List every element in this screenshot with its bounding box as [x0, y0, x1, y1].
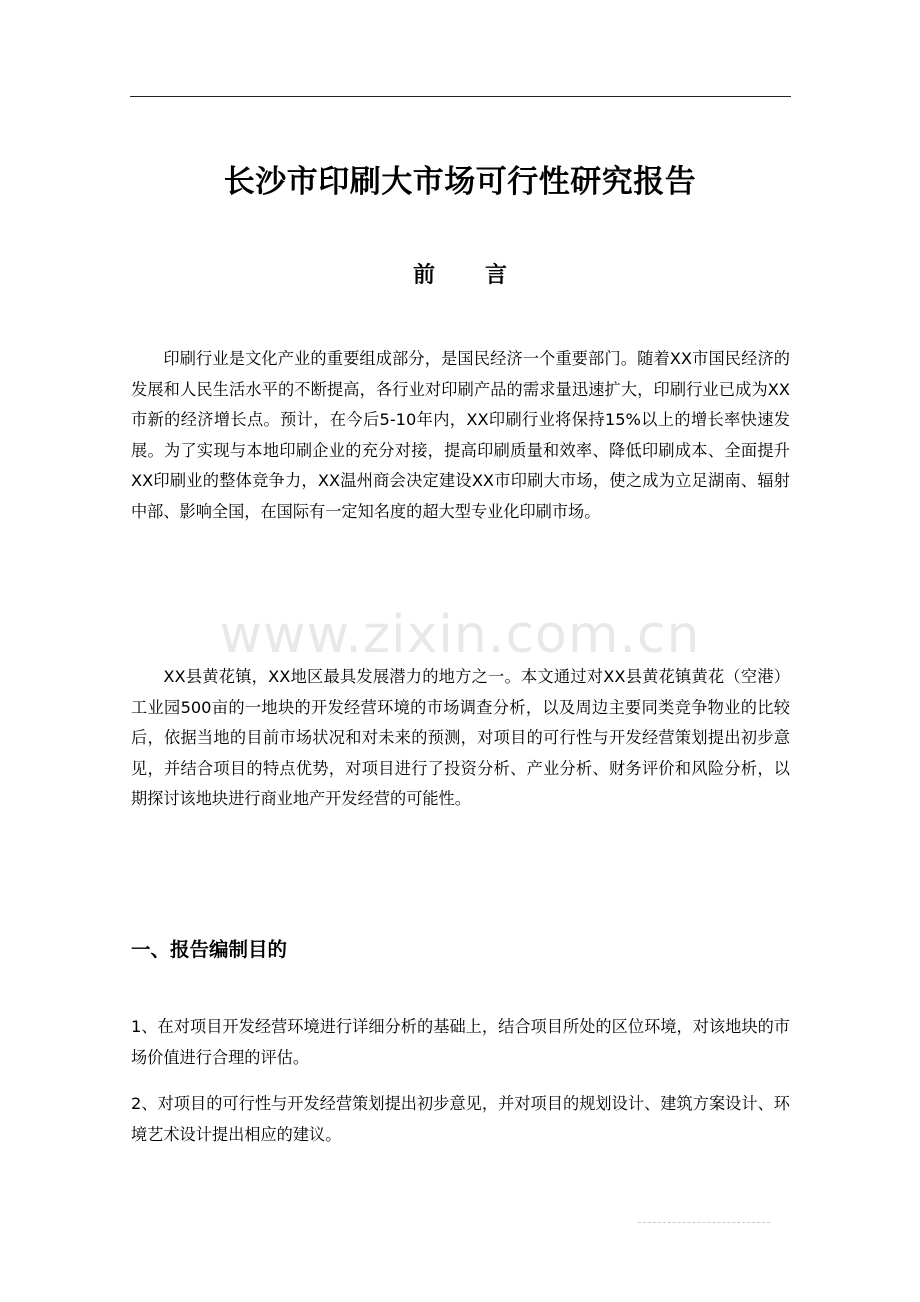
- preface-paragraph-1: 印刷行业是文化产业的重要组成部分，是国民经济一个重要部门。随着XX市国民经济的发展和人民生活水平的不断提高，各行业对印刷产品的需求量迅速扩大，印刷行业已成为XX市新的经济增长点。预计，在今后5-10年内，XX印刷行业将保持15%以上的增长率快速发展。为了实现与本地印刷企业的充分对接，提高印刷质量和效率、降低印刷成本、全面提升XX印刷业的整体竞争力，XX温州商会决定建设XX市印刷大市场，使之成为立足湖南、辐射中部、影响全国，在国际有一定知名度的超大型专业化印刷市场。: [131, 349, 790, 521]
- heading-report-purpose: 一、报告编制目的: [131, 938, 288, 961]
- header-rule: [130, 96, 791, 97]
- watermark: www.zixin.com.cn: [219, 605, 701, 665]
- footer-rule: [638, 1222, 770, 1223]
- document-title: 长沙市印刷大市场可行性研究报告: [223, 164, 697, 200]
- purpose-item-1: 1、在对项目开发经营环境进行详细分析的基础上，结合项目所处的区位环境，对该地块的市场价值进行合理的评估。: [131, 1017, 790, 1067]
- preface-paragraph-2: XX县黄花镇，XX地区最具发展潜力的地方之一。本文通过对XX县黄花镇黄花（空港）工业园500亩的一地块的开发经营环境的市场调查分析，以及周边主要同类竞争物业的比较后，依据当地的目前市场状况和对未来的预测，对项目的可行性与开发经营策划提出初步意见，并结合项目的特点优势，对项目进行了投资分析、产业分析、财务评价和风险分析，以期探讨该地块进行商业地产开发经营的可能性。: [131, 667, 790, 808]
- purpose-item-2: 2、对项目的可行性与开发经营策划提出初步意见，并对项目的规划设计、建筑方案设计、环境艺术设计提出相应的建议。: [131, 1094, 790, 1144]
- section-title-preface: 前言: [412, 263, 557, 288]
